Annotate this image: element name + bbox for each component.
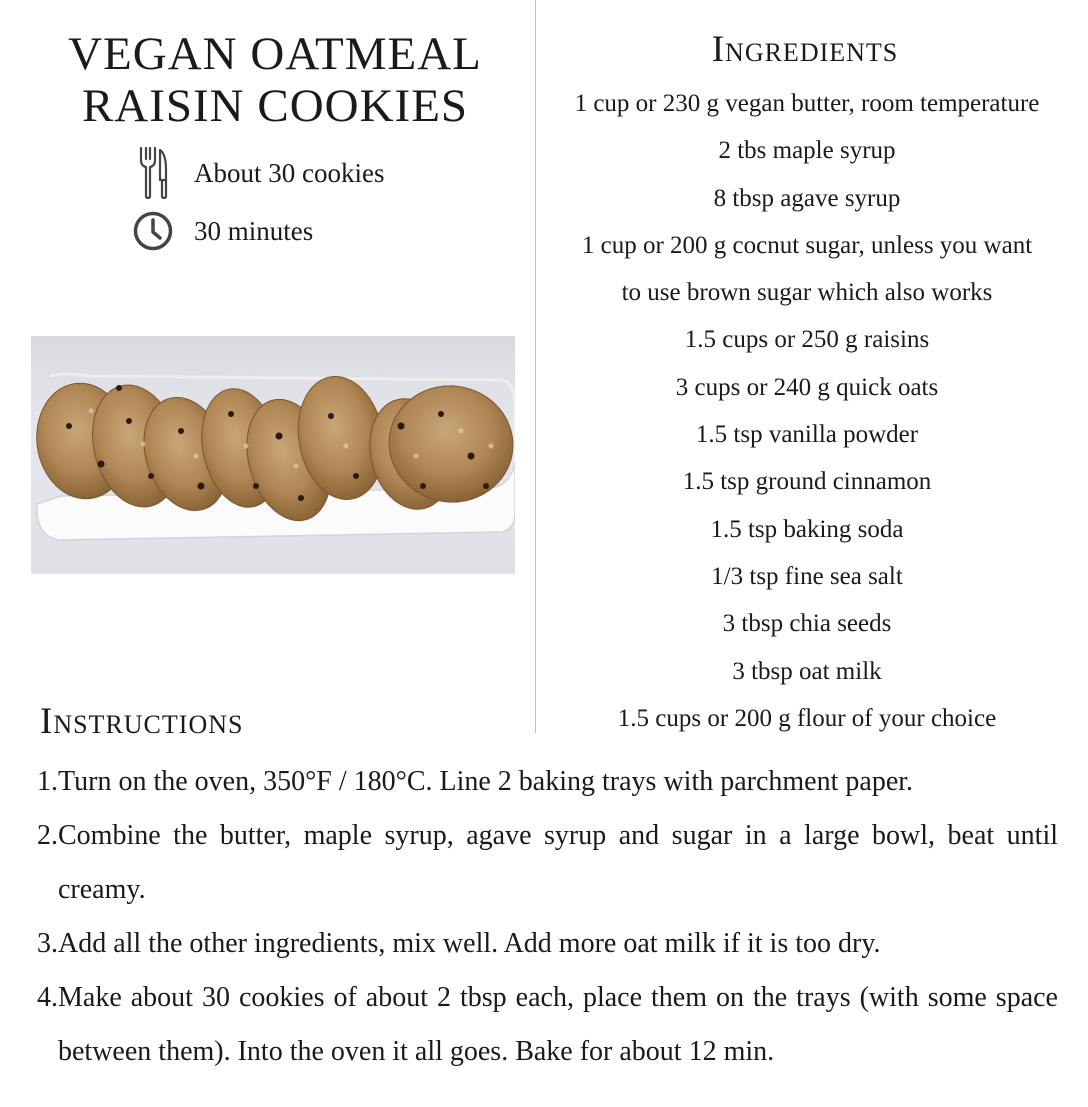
step-number: 3. [37,928,58,959]
yield-row [132,146,384,200]
ingredient-item: 8 tbsp agave syrup [713,184,901,212]
step-text: Combine the butter, maple syrup, agave syrup and sugar in a large bowl, beat until creamy. [58,820,1058,905]
ingredient-item: 2 tbs maple syrup [718,137,896,165]
step-number: 4. [37,982,58,1013]
time-row [132,210,313,252]
title-line-2: RAISIN COOKIES [81,80,469,132]
instruction-step [30,755,1058,809]
instructions-heading: Instructions [40,701,244,742]
recipe-title [30,28,520,132]
step-text: Add all the other ingredients, mix well. Add more oat milk if it is too dry. [58,928,881,959]
step-text: Make about 30 cookies of about 2 tbsp each, place them on the trays (with some space between them). Into the oven it all goes. Bake for about 12 min. [58,982,1058,1067]
instruction-step [30,971,1058,1079]
fork-knife-icon [132,146,174,200]
ingredient-item: 3 tbsp chia seeds [722,610,892,638]
step-number: 2. [37,820,58,851]
time-text: 30 minutes [194,215,314,246]
step-text: Turn on the oven, 350°F / 180°C. Line 2 baking trays with parchment paper. [58,766,914,797]
cookies-photo [31,336,515,574]
ingredient-item: 1.5 tsp vanilla powder [695,421,919,449]
ingredient-item: 3 cups or 240 g quick oats [675,373,939,401]
ingredient-item: 1 cup or 230 g vegan butter, room temperature [574,90,1040,117]
ingredient-item: 1 cup or 200 g cocnut sugar, unless you want [581,231,1033,259]
clock-icon [132,210,174,252]
ingredients-list [537,80,1077,742]
ingredients-heading: Ingredients [711,29,899,70]
ingredient-item: 1.5 tsp ground cinnamon [682,468,932,496]
column-divider [535,0,536,733]
ingredient-item: 1.5 cups or 250 g raisins [684,326,930,354]
ingredient-item: 1.5 cups or 200 g flour of your choice [617,704,997,732]
ingredient-item: 1/3 tsp fine sea salt [711,562,903,590]
instruction-step [30,809,1058,917]
yield-text: About 30 cookies [194,157,385,188]
ingredient-item: 3 tbsp oat milk [732,657,882,685]
instruction-step [30,917,1058,971]
instructions-list [30,755,1058,1079]
step-number: 1. [37,766,58,797]
ingredient-item: 1.5 tsp baking soda [710,515,904,543]
title-line-1: VEGAN OATMEAL [68,28,482,80]
ingredient-item: to use brown sugar which also works [621,279,993,307]
